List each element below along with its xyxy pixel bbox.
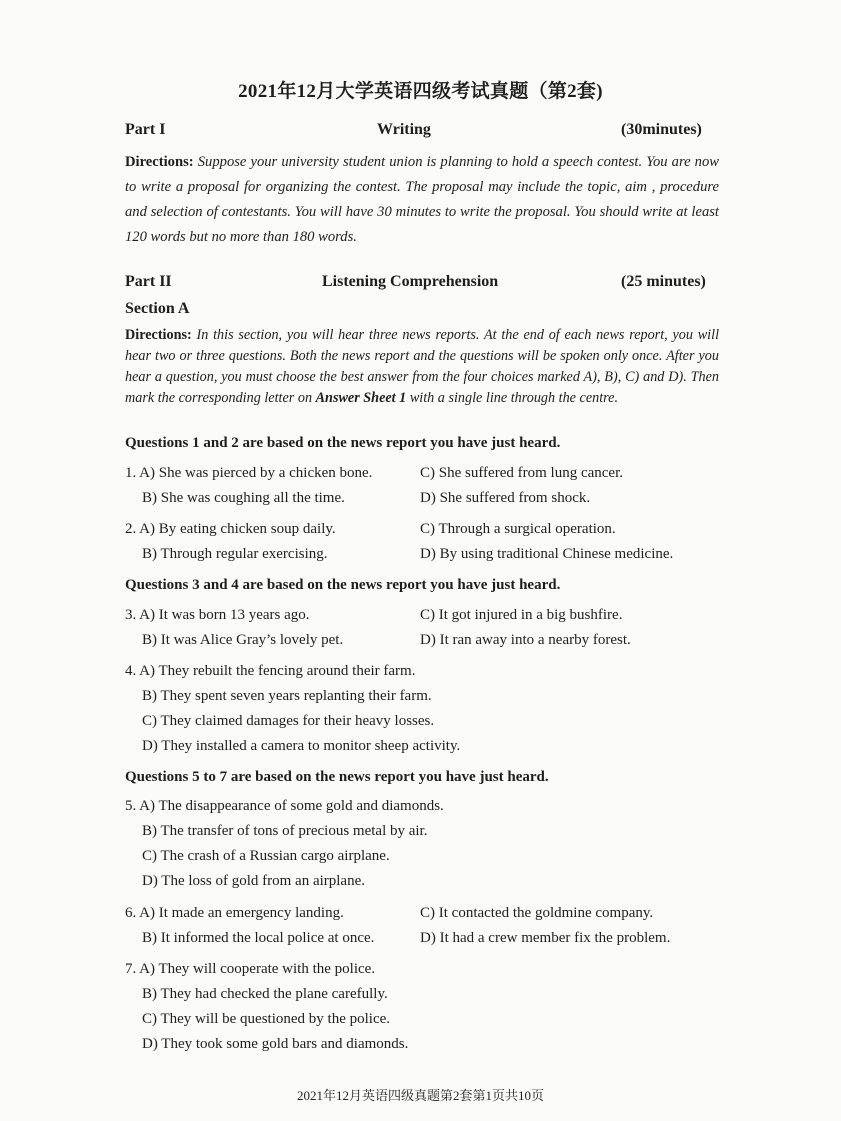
q2-option-d: D) By using traditional Chinese medicine. bbox=[420, 546, 674, 562]
part2-label: Part II bbox=[125, 273, 172, 290]
q5-option-d: D) The loss of gold from an airplane. bbox=[142, 873, 366, 889]
part1-time: (30minutes) bbox=[621, 121, 702, 138]
directions-text: In this section, you will hear three news reports. At the end of each news report, you will hear two or three questions. Both the news report and the questions will be spoken only once. After you hear a question, you must choose the best answer from the four choices marked A), B), C) and D). Then mark the corresponding letter on bbox=[125, 327, 720, 406]
q3-option-a: 3. A) It was born 13 years ago. bbox=[125, 607, 310, 623]
q5-option-a: 5. A) The disappearance of some gold and diamonds. bbox=[125, 798, 444, 814]
q5-option-c: C) The crash of a Russian cargo airplane. bbox=[142, 848, 390, 864]
question-group-heading: Questions 1 and 2 are based on the news report you have just heard. bbox=[125, 435, 561, 451]
part2-time: (25 minutes) bbox=[621, 273, 706, 290]
q4-option-a: 4. A) They rebuilt the fencing around their farm. bbox=[125, 663, 416, 679]
q7-option-c: C) They will be questioned by the police. bbox=[142, 1011, 391, 1027]
question-group-heading: Questions 5 to 7 are based on the news report you have just heard. bbox=[125, 769, 549, 785]
directions-label: Directions: bbox=[125, 327, 192, 343]
part2-name: Listening Comprehension bbox=[322, 273, 499, 290]
q4-option-b: B) They spent seven years replanting their farm. bbox=[142, 688, 432, 704]
q6-option-a: 6. A) It made an emergency landing. bbox=[125, 905, 344, 921]
q7-option-b: B) They had checked the plane carefully. bbox=[142, 986, 388, 1002]
question-group-heading: Questions 3 and 4 are based on the news report you have just heard. bbox=[125, 577, 561, 593]
q6-option-c: C) It contacted the goldmine company. bbox=[420, 905, 654, 921]
q6-option-d: D) It had a crew member fix the problem. bbox=[420, 930, 671, 946]
q6-option-b: B) It informed the local police at once. bbox=[142, 930, 375, 946]
q2-option-a: 2. A) By eating chicken soup daily. bbox=[125, 521, 336, 537]
page-title: 2021年12月大学英语四级考试真题（第2套) bbox=[238, 81, 603, 102]
directions-text: Suppose your university student union is planning to hold a speech contest. You are now to write a proposal for organizing the contest. The proposal may include the topic, aim , procedure and selection of contestants. You will have 30 minutes to write the proposal. You should write at least 120 words but no more than 180 words. bbox=[125, 154, 719, 245]
q3-option-d: D) It ran away into a nearby forest. bbox=[420, 632, 631, 648]
part2-directions bbox=[125, 325, 719, 409]
q7-option-d: D) They took some gold bars and diamonds. bbox=[142, 1036, 409, 1052]
q4-option-d: D) They installed a camera to monitor sheep activity. bbox=[142, 738, 461, 754]
answer-sheet-ref: Answer Sheet 1 bbox=[315, 390, 407, 406]
q7-option-a: 7. A) They will cooperate with the police. bbox=[125, 961, 376, 977]
q3-option-c: C) It got injured in a big bushfire. bbox=[420, 607, 623, 623]
q5-option-b: B) The transfer of tons of precious metal by air. bbox=[142, 823, 428, 839]
q2-option-c: C) Through a surgical operation. bbox=[420, 521, 616, 537]
q1-option-a: 1. A) She was pierced by a chicken bone. bbox=[125, 465, 373, 481]
directions-label: Directions: bbox=[125, 154, 194, 170]
directions-text-end: with a single line through the centre. bbox=[409, 390, 618, 406]
part1-name: Writing bbox=[377, 121, 431, 138]
q3-option-b: B) It was Alice Gray’s lovely pet. bbox=[142, 632, 344, 648]
q2-option-b: B) Through regular exercising. bbox=[142, 546, 328, 562]
part1-label: Part I bbox=[125, 121, 166, 138]
page-footer: 2021年12月英语四级真题第2套第1页共10页 bbox=[296, 1088, 544, 1103]
q4-option-c: C) They claimed damages for their heavy losses. bbox=[142, 713, 435, 729]
q1-option-b: B) She was coughing all the time. bbox=[142, 490, 345, 506]
part1-directions bbox=[125, 150, 719, 250]
section-a-heading: Section A bbox=[125, 300, 190, 317]
q1-option-d: D) She suffered from shock. bbox=[420, 490, 591, 506]
q1-option-c: C) She suffered from lung cancer. bbox=[420, 465, 623, 481]
